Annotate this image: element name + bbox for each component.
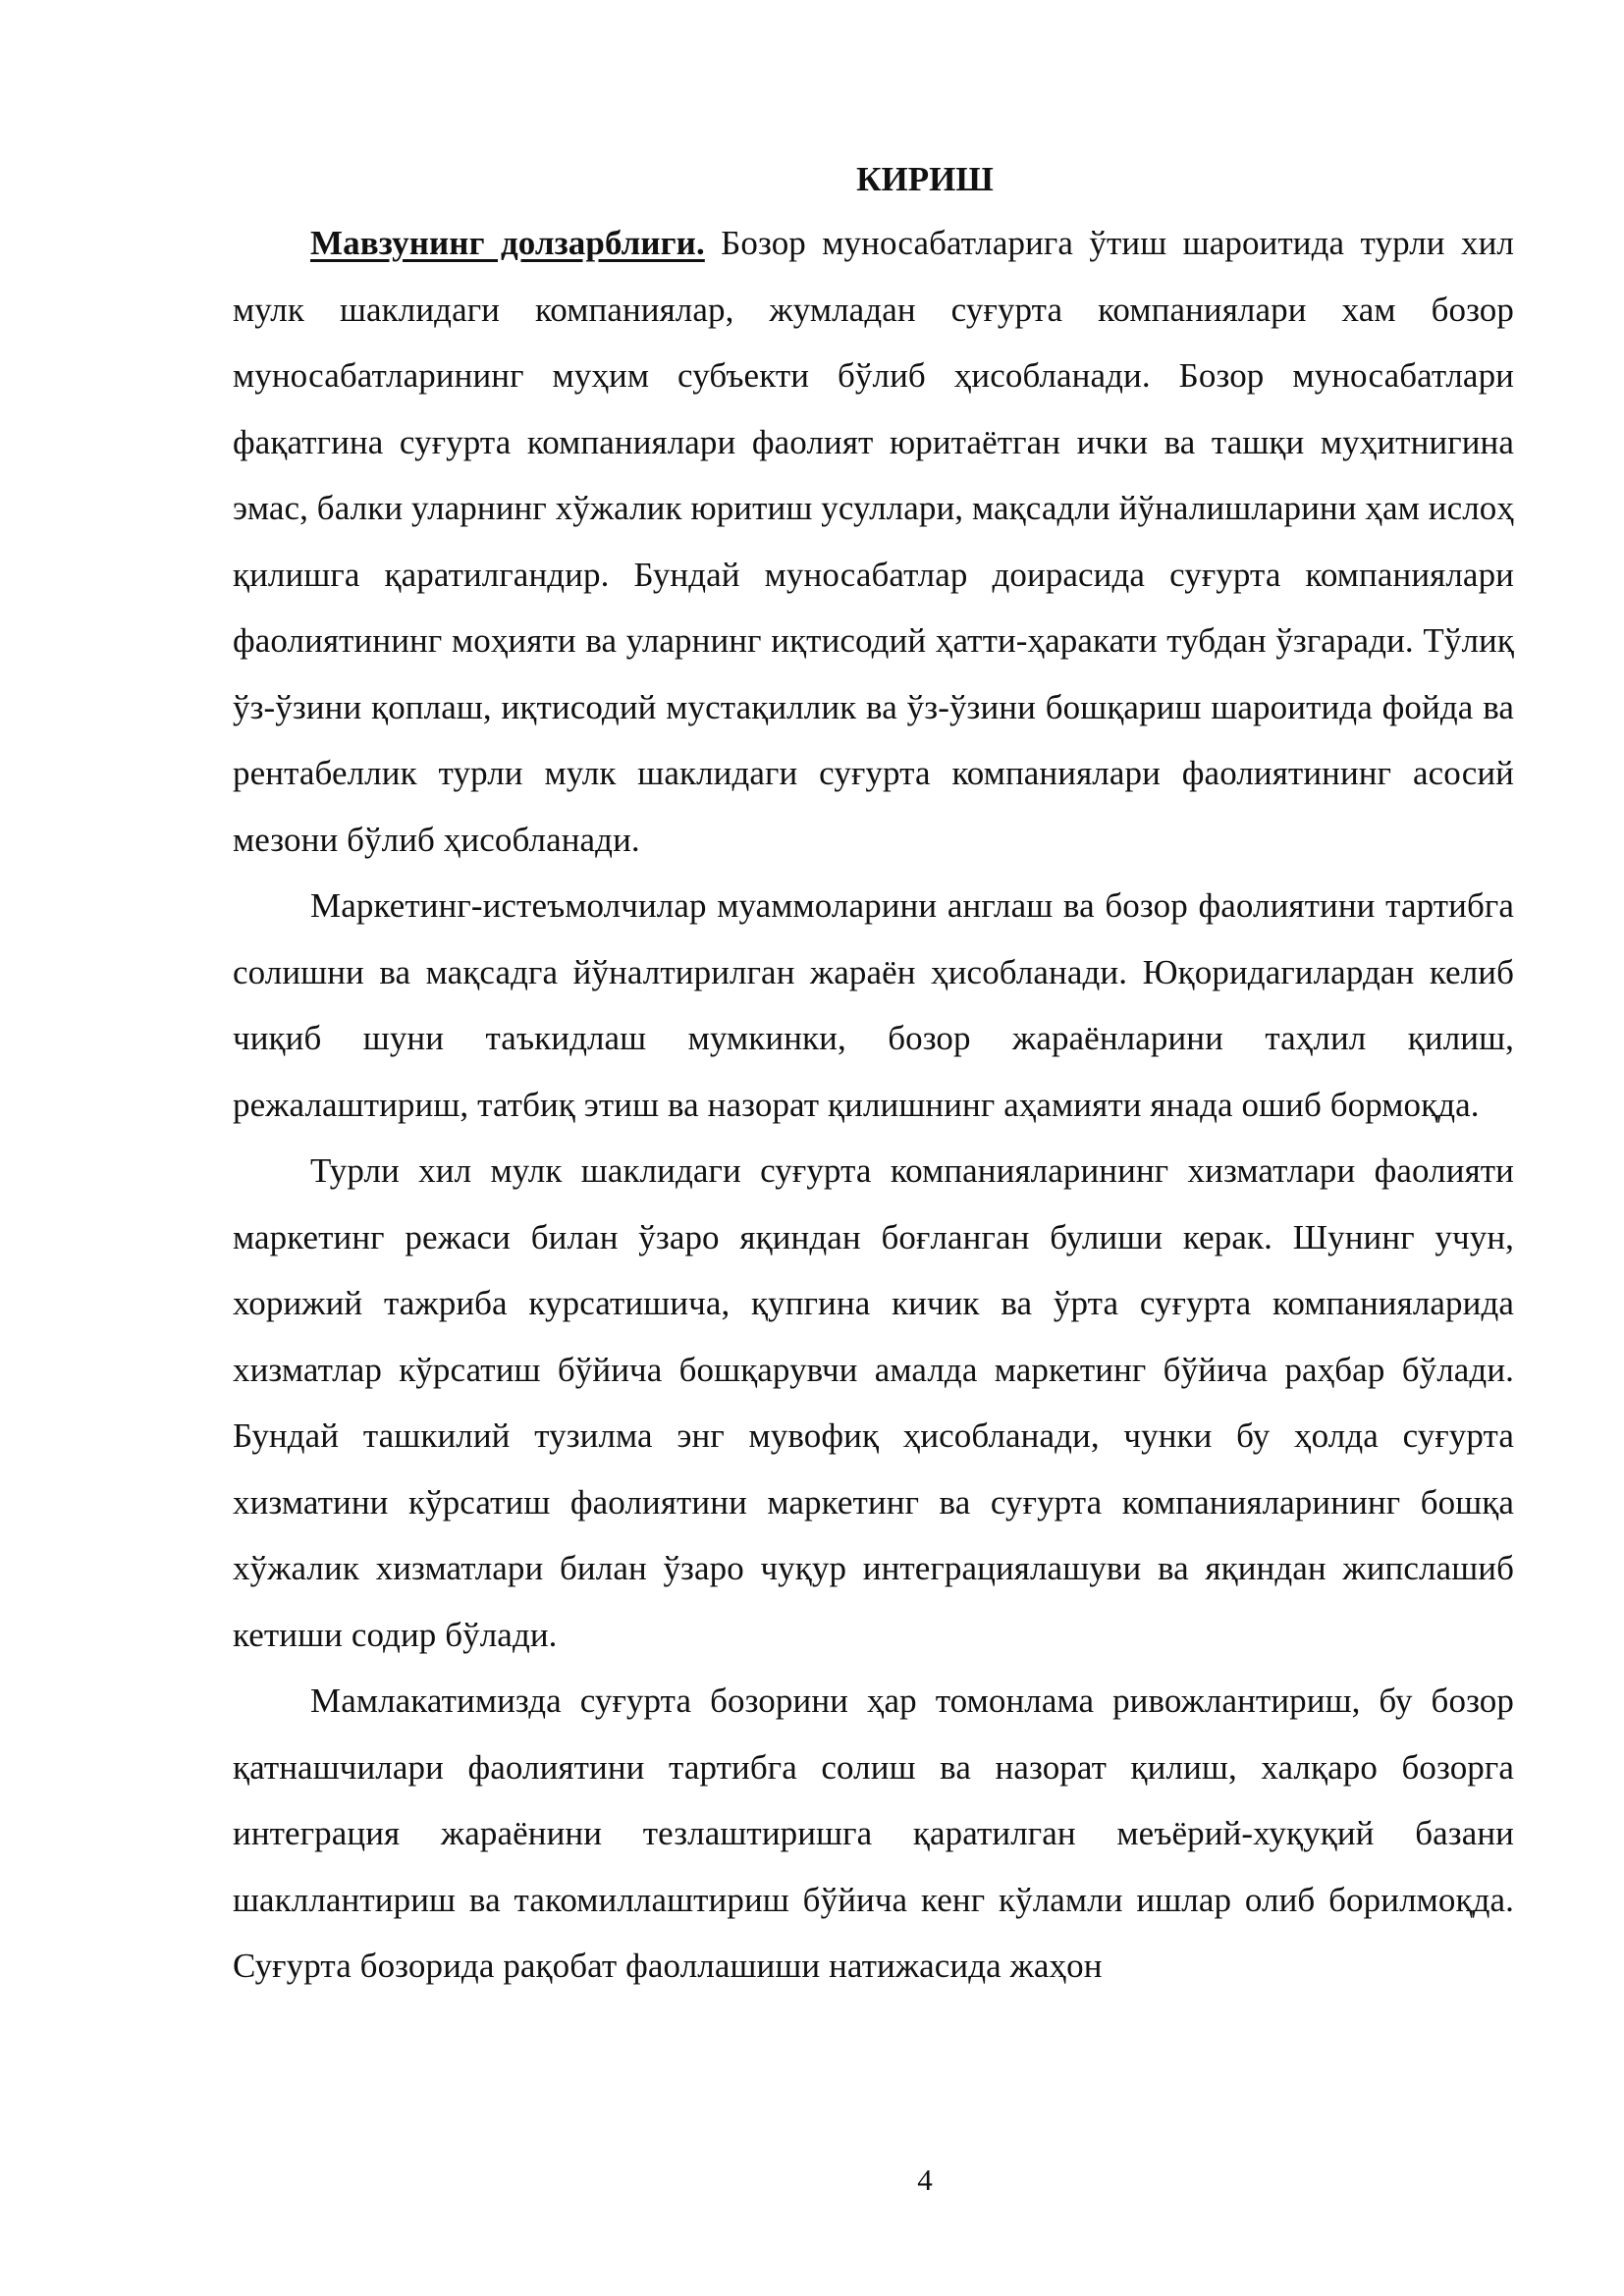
paragraph-marketing: Маркетинг-истеъмолчилар муаммоларини англаш ва бозор фаолиятини тартибга солишни ва мақсадга йўналтирилган жараён ҳисобланади. Юқоридагилардан келиб чиқиб шуни таъкидлаш мумкинки, бозор жараёнларини таҳлил қилиш, режалаштириш, татбиқ этиш ва назорат қилишнинг аҳамияти янада ошиб бормоқда. — [233, 886, 1514, 1124]
paragraph-relevance — [233, 210, 1514, 873]
page-title: КИРИШ — [856, 160, 994, 198]
paragraph-insurance-market: Мамлакатимизда суғурта бозорини ҳар томонлама ривожлантириш, бу бозор қатнашчилари фаолиятини тартибга солиш ва назорат қилиш, халқаро бозорга интеграция жараёнини тезлаштиришга қаратилган меъёрий-хуқуқий базани шакллантириш ва такомиллаштириш бўйича кенг кўламли ишлар олиб борилмоқда. Суғурта бозорида рақобат фаоллашиши натижасида жаҳон — [233, 1682, 1514, 1985]
document-body — [233, 210, 1514, 2000]
paragraph-services: Турли хил мулк шаклидаги суғурта компанияларининг хизматлари фаолияти маркетинг режаси билан ўзаро яқиндан боғланган булиши керак. Шунинг учун, хорижий тажриба курсатишича, қупгина кичик ва ўрта суғурта компанияларида хизматлар кўрсатиш бўйича бошқарувчи амалда маркетинг бўйича раҳбар бўлади. Бундай ташкилий тузилма энг мувофиқ ҳисобланади, чунки бу ҳолда суғурта хизматини кўрсатиш фаолиятини маркетинг ва суғурта компанияларининг бошқа хўжалик хизматлари билан ўзаро чуқур интеграциялашуви ва яқиндан жипслашиб кетиши содир бўлади. — [233, 1151, 1514, 1654]
paragraph-text: Бозор муносабатларига ўтиш шароитида турли хил мулк шаклидаги компаниялар, жумладан суғурта компаниялари хам бозор муносабатларининг муҳим субъекти бўлиб ҳисобланади. Бозор муносабатлари фақатгина суғурта компаниялари фаолият юритаётган ички ва ташқи муҳитнигина эмас, балки уларнинг хўжалик юритиш усуллари, мақсадли йўналишларини ҳам ислоҳ қилишга қаратилгандир. Бундай муносабатлар доирасида суғурта компаниялари фаолиятининг моҳияти ва уларнинг иқтисодий ҳатти-ҳаракати тубдан ўзгаради. Тўлиқ ўз-ўзини қоплаш, иқтисодий мустақиллик ва ўз-ўзини бошқариш шароитида фойда ва рентабеллик турли мулк шаклидаги суғурта компаниялари фаолиятининг асосий мезони бўлиб ҳисобланади. — [233, 224, 1514, 859]
page-number: 4 — [917, 2163, 933, 2197]
paragraph-heading: Мавзунинг долзарблиги. — [310, 224, 705, 262]
